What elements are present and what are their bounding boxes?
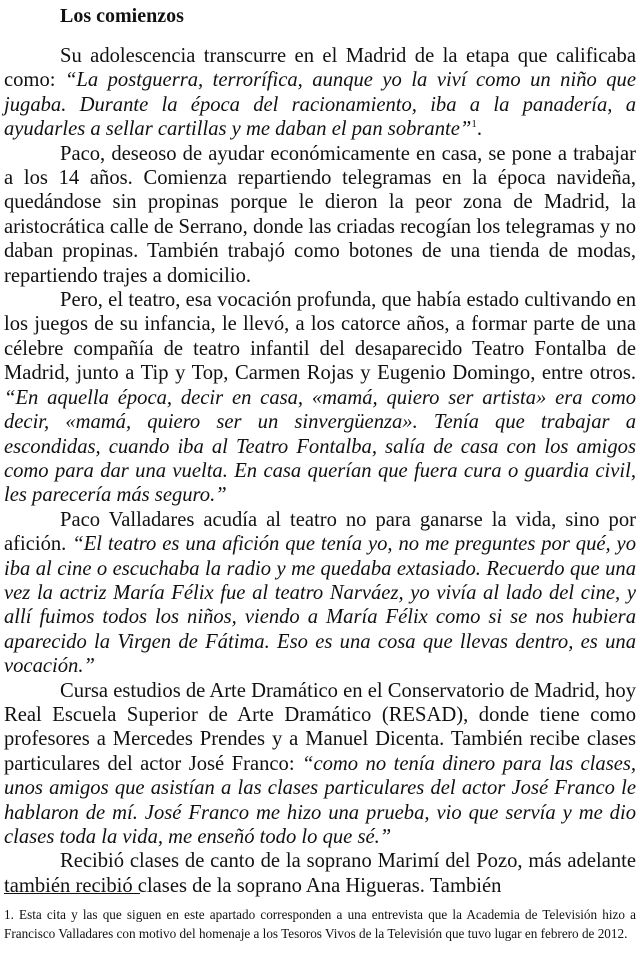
footnote-marker: 1 (471, 118, 477, 131)
text-run: Paco Valladares acudía al teatro no para ganarse la vida, sino por afición. (4, 508, 636, 556)
paragraph (4, 44, 636, 142)
text-run: . (476, 118, 482, 141)
quotation: “En aquella época, decir en casa, «mamá, quiero ser artista» era como decir, «mamá, quiero ser un sinvergüenza». Tenía que trabajar a escondidas, cuando iba al Teatro Fontalba, salía de casa con los amigos como para dar una vuelta. En casa querían que fuera cura o guardia civil, les parecería más seguro.” (4, 386, 636, 507)
text-run: Recibió clases de canto de la soprano Marimí del Pozo, más adelante también recibió clases de la soprano Ana Higueras. También (4, 850, 636, 897)
text-run: Cursa estudios de Arte Dramático en el Conservatorio de Madrid, hoy Real Escuela Superior de Arte Dramático (RESAD), donde tiene como profesores a Mercedes Prendes y a Manuel Dicenta. También recibe clases particulares del actor José Franco: (4, 679, 636, 775)
text-run: Su adolescencia transcurre en el Madrid de la etapa que calificaba como: (4, 45, 636, 92)
footnote-divider (4, 893, 140, 894)
body-text (4, 44, 636, 898)
paragraph (4, 142, 636, 288)
footnote: 1. Esta cita y las que siguen en este apartado corresponden a una entrevista que la Academia de Televisión hizo a Francisco Valladares con motivo del homenaje a los Tesoros Vivos de la Televisión que tuvo lugar en febrero de 2012. (4, 907, 636, 941)
section-heading: Los comienzos (60, 5, 184, 27)
paragraph (4, 508, 636, 679)
paragraph (4, 288, 636, 508)
text-run: Paco, deseoso de ayudar económicamente en casa, se pone a trabajar a los 14 años. Comienza repartiendo telegramas en la época navideña, quedándose sin propinas porque le dieron la peor zona de Madrid, la aristocrática calle de Serrano, donde las criadas recogían los telegramas y no daban propinas. También trabajó como botones de una tienda de modas, repartiendo trajes a domicilio. (4, 142, 636, 287)
quotation: “La postguerra, terrorífica, aunque yo la viví como un niño que jugaba. Durante la época del racionamiento, iba a la panadería, a ayudarles a sellar cartillas y me daban el pan sobrante” (4, 69, 636, 141)
quotation: “como no tenía dinero para las clases, unos amigos que asistían a las clases particulares del actor José Franco le hablaron de mí. José Franco me hizo una prueba, vio que servía y me dio clases toda la vida, me enseñó todo lo que sé.” (4, 752, 637, 848)
paragraph (4, 679, 636, 850)
quotation: “El teatro es una afición que tenía yo, no me preguntes por qué, yo iba al cine o escuchaba la radio y me quedaba extasiado. Recuerdo que una vez la actriz María Félix fue al teatro Narváez, yo vivía al lado del cine, y allí fuimos todos los niños, viendo a María Félix como si se nos hubiera aparecido la Virgen de Fátima. Eso es una cosa que llevas dentro, es una vocación.” (4, 533, 636, 678)
text-run: Pero, el teatro, esa vocación profunda, que había estado cultivando en los juegos de su infancia, le llevó, a los catorce años, a formar parte de una célebre compañía de teatro infantil del desaparecido Teatro Fontalba de Madrid, junto a Tip y Top, Carmen Rojas y Eugenio Domingo, entre otros. (4, 289, 636, 385)
paragraph (4, 849, 636, 898)
